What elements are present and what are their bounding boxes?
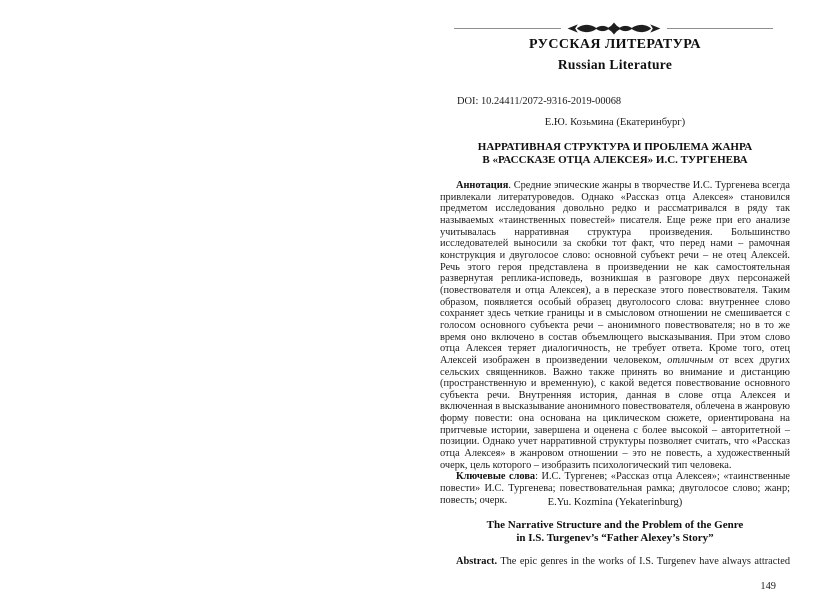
abstract-ru-text-2: от всех других сельских священников. Важно также принять во внимание и дистанцию (пространственную и временную), с какой ведется повествование основного субъекта речи. Внутренняя история, данная в слове отца Алексея и включенная в высказывание анонимного повествователя, облечена в жанровую форму повести: она основана на циклическом сюжете, ориентирована на притчевые истории, завершена и оценена с более высокой – авторитетной – позиции. Однако учет нарративной структуры позволяет считать, что «Рассказ отца Алексея» в жанровом отношении – это не повесть, а художественный очерк, цель которого – изобразить психологический тип человека. <box>440 354 790 471</box>
article-title-ru-line1: НАРРАТИВНАЯ СТРУКТУРА И ПРОБЛЕМА ЖАНРА <box>477 141 753 153</box>
article-column <box>440 0 790 609</box>
author-line-en: E.Yu. Kozmina (Yekaterinburg) <box>547 497 683 508</box>
rubric-title-ru: РУССКАЯ ЛИТЕРАТУРА <box>529 37 701 52</box>
abstract-ru-text-1: . Средние эпические жанры в творчестве И.С. Тургенева всегда привлекали литературоведов. Однако «Рассказ отца Алексея» становился предметом исследования довольно редко и рассматривался в ряду так называемых «таинственных повестей» писателя. Еще реже при его анализе учитывалась нарративная структура произведения. Большинство исследователей выносили за скобки тот факт, что перед нами – рамочная конструкция и двуголосое слово: основной субъект речи – не отец Алексей. Речь этого героя представлена в произведении не как самостоятельная развернутая реплика-исповедь, возникшая в разговоре двух персонажей (повествователя и отца Алексея), а в пересказе этого повествователя. Таким образом, появляется особый образец двуголосого слова: внутреннее слово сохраняет здесь четкие границы и в смысловом отношении не смешивается с голосом основного субъекта речи – анонимного повествователя; но в то же время оно включено в состав объемлющего высказывания. При этом слово отца Алексея теряет диалогичность, не требует ответа. Кроме того, отец Алексей изображен в произведении человеком, <box>440 180 790 366</box>
abstract-ru-label: Аннотация <box>456 180 509 191</box>
article-title-ru-line2: В «РАССКАЗЕ ОТЦА АЛЕКСЕЯ» И.С. ТУРГЕНЕВА <box>482 153 748 166</box>
doi-line: DOI: 10.24411/2072-9316-2019-00068 <box>457 96 622 107</box>
article-title-en <box>440 519 790 544</box>
article-title-en-line2: in I.S. Turgenev’s “Father Alexey’s Story” <box>516 531 714 544</box>
abstract-en-label: Abstract. <box>456 556 498 567</box>
rubric-title-en: Russian Literature <box>557 57 673 72</box>
author-line-ru: Е.Ю. Козьмина (Екатеринбург) <box>544 117 686 128</box>
keywords-ru-text: : И.С. Тургенев; «Рассказ отца Алексея»; «таинственные повести» И.С. Тургенева; повествовательная рамка; двуголосое слово; жанр; повесть; очерк. <box>440 471 790 506</box>
divider-line-left <box>454 28 561 29</box>
abstract-ru <box>440 180 790 471</box>
section-divider <box>454 21 773 35</box>
abstract-keywords-block <box>440 180 790 506</box>
abstract-ru-italic-word: отличным <box>667 354 714 366</box>
article-title-en-line1: The Narrative Structure and the Problem of the Genre <box>486 519 744 531</box>
ornament-flourish-icon <box>564 22 664 35</box>
divider-line-right <box>667 28 774 29</box>
abstract-en <box>440 556 790 568</box>
article-title-ru <box>440 141 790 166</box>
page-number: 149 <box>760 581 776 592</box>
keywords-ru-label: Ключевые слова <box>456 471 536 483</box>
abstract-en-text: The epic genres in the works of I.S. Turgenev have always attracted <box>497 556 790 567</box>
